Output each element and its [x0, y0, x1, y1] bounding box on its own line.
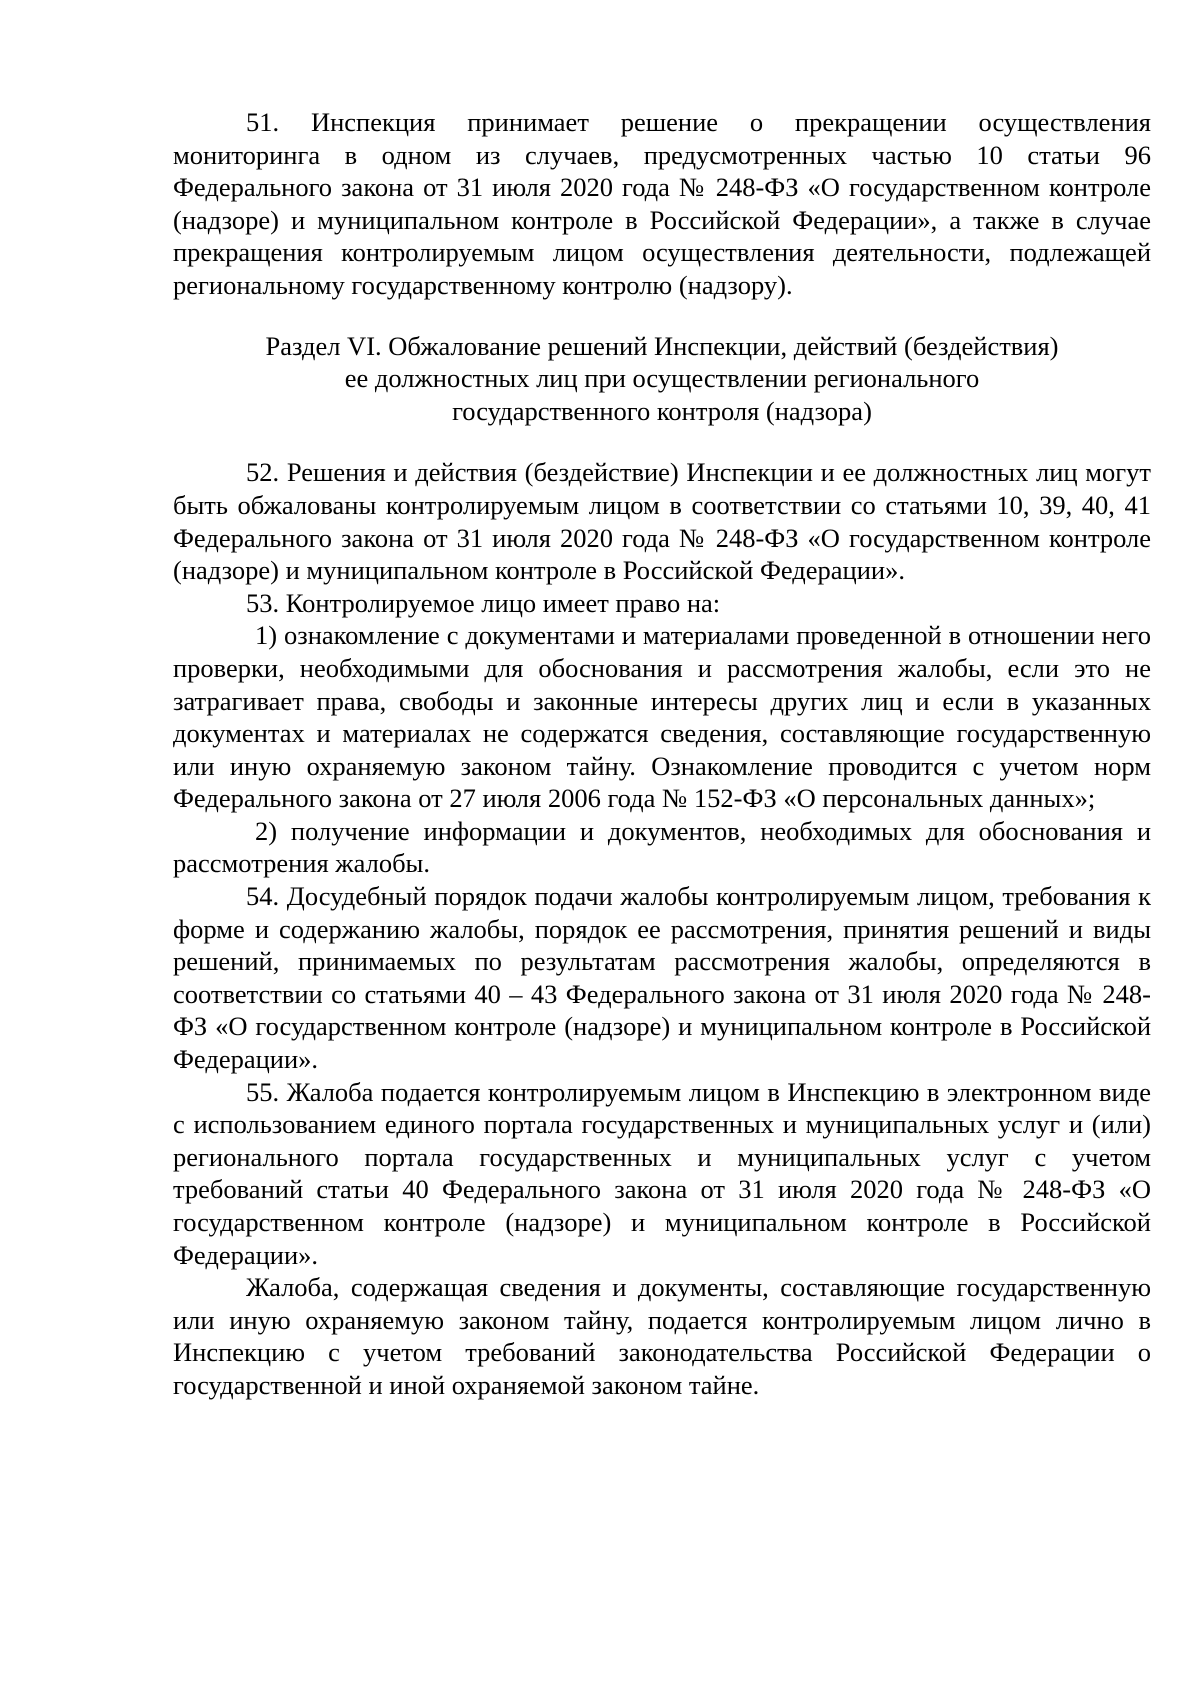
- paragraph-54: 54. Досудебный порядок подачи жалобы контролируемым лицом, требования к форме и содержанию жалобы, порядок ее рассмотрения, принятия решений и виды решений, принимаемых по результатам рассмотрения жалобы, определяются в соответствии со статьями 40 – 43 Федерального закона от 31 июля 2020 года № 248-ФЗ «О государственном контроле (надзоре) и муниципальном контроле в Российской Федерации».: [173, 881, 1151, 1075]
- document-page: [173, 106, 1151, 1402]
- paragraph-51: 51. Инспекция принимает решение о прекращении осуществления мониторинга в одном из случаев, предусмотренных частью 10 статьи 96 Федерального закона от 31 июля 2020 года № 248-ФЗ «О государственном контроле (надзоре) и муниципальном контроле в Российской Федерации», а также в случае прекращения контролируемым лицом осуществления деятельности, подлежащей региональному государственному контролю (надзору).: [173, 107, 1151, 300]
- paragraph-53-item-2: 2) получение информации и документов, необходимых для обоснования и рассмотрения жалобы.: [173, 815, 1151, 879]
- section-heading-line-1: Раздел VI. Обжалование решений Инспекции, действий (бездействия): [265, 330, 1059, 361]
- paragraph-55: 55. Жалоба подается контролируемым лицом в Инспекцию в электронном виде с использованием единого портала государственных и муниципальных услуг и (или) регионального портала государственных и муниципальных услуг с учетом требований статьи 40 Федерального закона от 31 июля 2020 года № 248-ФЗ «О государственном контроле (надзоре) и муниципальном контроле в Российской Федерации».: [173, 1076, 1151, 1270]
- section-heading: [173, 330, 1151, 428]
- section-heading-line-3: государственного контроля (надзора): [452, 395, 872, 426]
- paragraph-53-item-1: 1) ознакомление с документами и материалами проведенной в отношении него проверки, необходимыми для обоснования и рассмотрения жалобы, если это не затрагивает права, свободы и законные интересы других лиц и если в указанных документах и материалах не содержатся сведения, составляющие государственную или иную охраняемую законом тайну. Ознакомление проводится с учетом норм Федерального закона от 27 июля 2006 года № 152-ФЗ «О персональных данных»;: [173, 620, 1151, 814]
- paragraph-53: 53. Контролируемое лицо имеет право на:: [246, 587, 721, 618]
- paragraph-55-secret: Жалоба, содержащая сведения и документы, составляющие государственную или иную охраняемую законом тайну, подается контролируемым лицом лично в Инспекцию с учетом требований законодательства Российской Федерации о государственной и иной охраняемой законом тайне.: [173, 1272, 1151, 1400]
- paragraph-52: 52. Решения и действия (бездействие) Инспекции и ее должностных лиц могут быть обжалованы контролируемым лицом в соответствии со статьями 10, 39, 40, 41 Федерального закона от 31 июля 2020 года № 248-ФЗ «О государственном контроле (надзоре) и муниципальном контроле в Российской Федерации».: [173, 457, 1151, 586]
- section-heading-line-2: ее должностных лиц при осуществлении регионального: [344, 363, 980, 394]
